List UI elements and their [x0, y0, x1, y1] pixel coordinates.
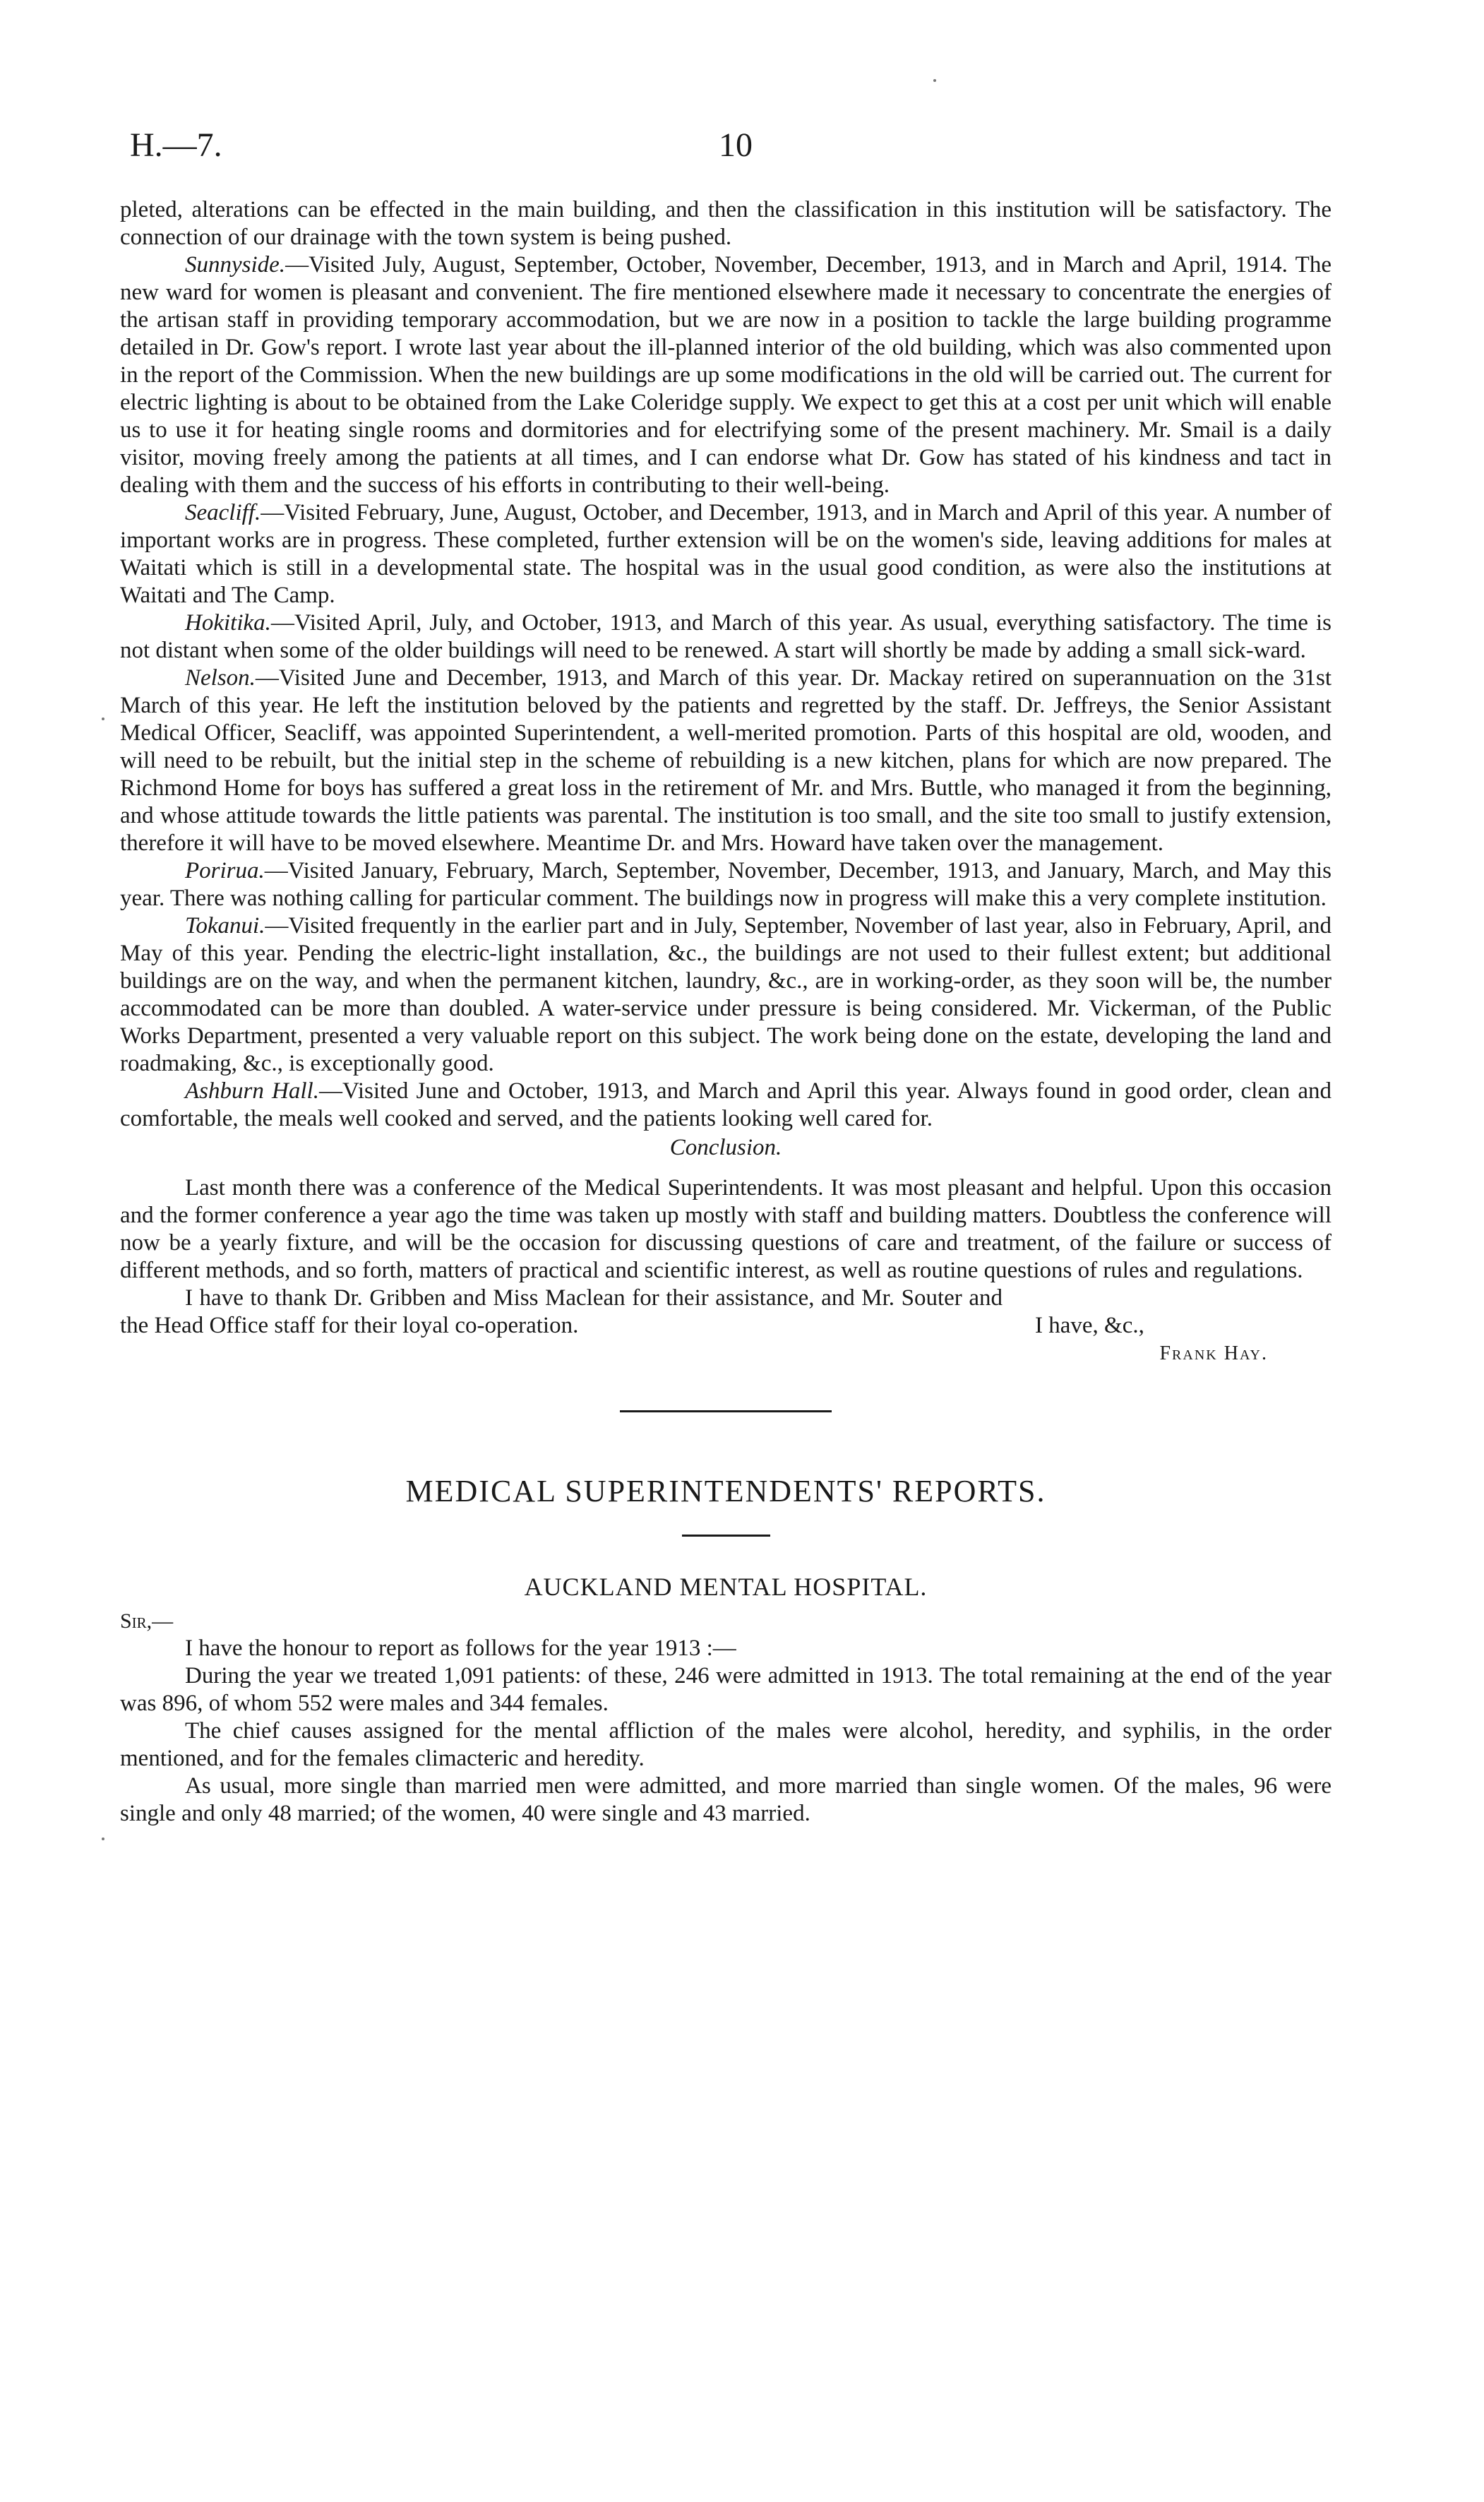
report-paragraph: As usual, more single than married men were admitted, and more married than single women. Of the males, 96 were single and only 48 married; of the women, 40 were single and 43 married.: [120, 1773, 1332, 1826]
institution-name: Porirua.: [185, 858, 265, 883]
institution-name: Sunnyside.: [185, 252, 286, 278]
paragraph-text: —Visited July, August, September, October, November, December, 1913, and in March and April, 1914. The new ward for women is pleasant and convenient. The fire mentioned elsewhere made it necessary to concentrate the energies of the artisan staff in providing temporary accommodation, but we are now in a position to tackle the large building programme detailed in Dr. Gow's report. I wrote last year about the ill-planned interior of the old building, which was also commented upon in the report of the Commission. When the new buildings are up some modifications in the old will be carried out. The current for electric lighting is about to be obtained from the Lake Coleridge supply. We expect to get this at a cost per unit which will enable us to use it for heating single rooms and dormitories and for electrifying some of the present machinery. Mr. Smail is a daily visitor, moving freely among the patients at all times, and I can endorse what Dr. Gow has stated of his kindness and tact in dealing with them and the success of his efforts in contributing to their well-being.: [120, 252, 1332, 498]
paragraph-text: —Visited January, February, March, September, November, December, 1913, and January, March, and May this year. There was nothing calling for particular comment. The buildings now in progress will make this a very complete institution.: [120, 858, 1332, 911]
title-divider: [682, 1535, 770, 1537]
thanks-text: I have to thank Dr. Gribben and Miss Maclean for their assistance, and Mr. Souter and the Head Office staff for their loyal co-operation.: [120, 1285, 1003, 1338]
scan-speck: [102, 717, 104, 720]
conclusion-paragraph: Last month there was a conference of the Medical Superintendents. It was most pleasant and helpful. Upon this occasion and the former conference a year ago the time was taken up mostly with staff and building matters. Doubtless the conference will now be a yearly fixture, and will be the occasion for discussing questions of care and treatment, of the failure or success of different methods, and so forth, matters of practical and scientific interest, as well as routine questions of rules and regulations.: [120, 1175, 1332, 1283]
salutation: Sir,—: [120, 1609, 174, 1633]
report-paragraph: During the year we treated 1,091 patients: of these, 246 were admitted in 1913. The total remaining at the end of the year was 896, of whom 552 were males and 344 females.: [120, 1663, 1332, 1716]
paragraph-hokitika: [120, 609, 1332, 665]
institution-name: Nelson.: [185, 665, 256, 691]
closing-row: [120, 1285, 1332, 1340]
closing-phrase: I have, &c.,: [1035, 1313, 1144, 1338]
paragraph-nelson: [120, 665, 1332, 857]
report-paragraph: The chief causes assigned for the mental affliction of the males were alcohol, heredity, and syphilis, in the order mentioned, and for the females climacteric and heredity.: [120, 1718, 1332, 1771]
report-intro: I have the honour to report as follows for the year 1913 :—: [185, 1636, 736, 1661]
paragraph-text: —Visited February, June, August, October, and December, 1913, and in March and April of this year. A number of important works are in progress. These completed, further extension will be on the women's side, leaving additions for males at Waitati which is still in a developmental state. The hospital was in the usual good condition, as were also the institutions at Waitati and The Camp.: [120, 500, 1332, 608]
conclusion-heading: Conclusion.: [669, 1135, 782, 1160]
page-body: [120, 196, 1332, 1828]
paragraph-ashburn-hall: [120, 1078, 1332, 1133]
paragraph-tokanui: [120, 912, 1332, 1078]
signature: Frank Hay.: [1159, 1342, 1268, 1364]
paragraph-text: —Visited April, July, and October, 1913, and March of this year. As usual, everything satisfactory. The time is not distant when some of the older buildings will need to be renewed. A start will shortly be made by adding a small sick-ward.: [120, 610, 1332, 663]
institution-name: Tokanui.: [185, 913, 265, 939]
institution-name: Hokitika.: [185, 610, 271, 636]
section-title: MEDICAL SUPERINTENDENTS' REPORTS.: [405, 1474, 1046, 1508]
institution-name: Seacliff.: [185, 500, 261, 525]
paragraph-text: —Visited June and December, 1913, and March of this year. Dr. Mackay retired on superannuation on the 31st March of this year. He left the institution beloved by the patients and regretted by the staff. Dr. Jeffreys, the Senior Assistant Medical Officer, Seacliff, was appointed Superintendent, a well-merited promotion. Parts of this hospital are old, wooden, and will need to be rebuilt, but the initial step in the scheme of rebuilding is a new kitchen, plans for which are now prepared. The Richmond Home for boys has suffered a great loss in the retirement of Mr. and Mrs. Buttle, who managed it from the beginning, and whose attitude towards the little patients was parental. The institution is too small, and the site too small to justify extension, therefore it will have to be moved elsewhere. Meantime Dr. and Mrs. Howard have taken over the management.: [120, 665, 1332, 856]
paragraph-porirua: [120, 857, 1332, 912]
scan-speck: [102, 1837, 104, 1840]
section-code: H.—7.: [130, 126, 222, 164]
paragraph-continued: [120, 196, 1332, 251]
paragraph-text: —Visited frequently in the earlier part and in July, September, November of last year, also in February, April, and May of this year. Pending the electric-light installation, &c., the buildings are not used to their fullest extent; but additional buildings are on the way, and when the permanent kitchen, laundry, &c., are in working-order, as they soon will be, the number accommodated can be more than doubled. A water-service under pressure is being considered. Mr. Vickerman, of the Public Works Department, presented a very valuable report on this subject. The work being done on the estate, developing the land and roadmaking, &c., is exceptionally good.: [120, 913, 1332, 1076]
page-number: 10: [719, 126, 753, 164]
paragraph-text: —Visited June and October, 1913, and March and April this year. Always found in good order, clean and comfortable, the meals well cooked and served, and the patients looking well cared for.: [120, 1078, 1332, 1131]
paragraph-seacliff: [120, 499, 1332, 609]
page-header: [130, 126, 1341, 168]
paragraph-sunnyside: [120, 251, 1332, 499]
hospital-title: AUCKLAND MENTAL HOSPITAL.: [524, 1573, 928, 1601]
scan-speck: [933, 79, 936, 82]
institution-name: Ashburn Hall.: [185, 1078, 319, 1104]
paragraph-text: pleted, alterations can be effected in the main building, and then the classification in this institution will be satisfactory. The connection of our drainage with the town system is being pushed.: [120, 197, 1332, 250]
section-divider: [620, 1410, 832, 1412]
